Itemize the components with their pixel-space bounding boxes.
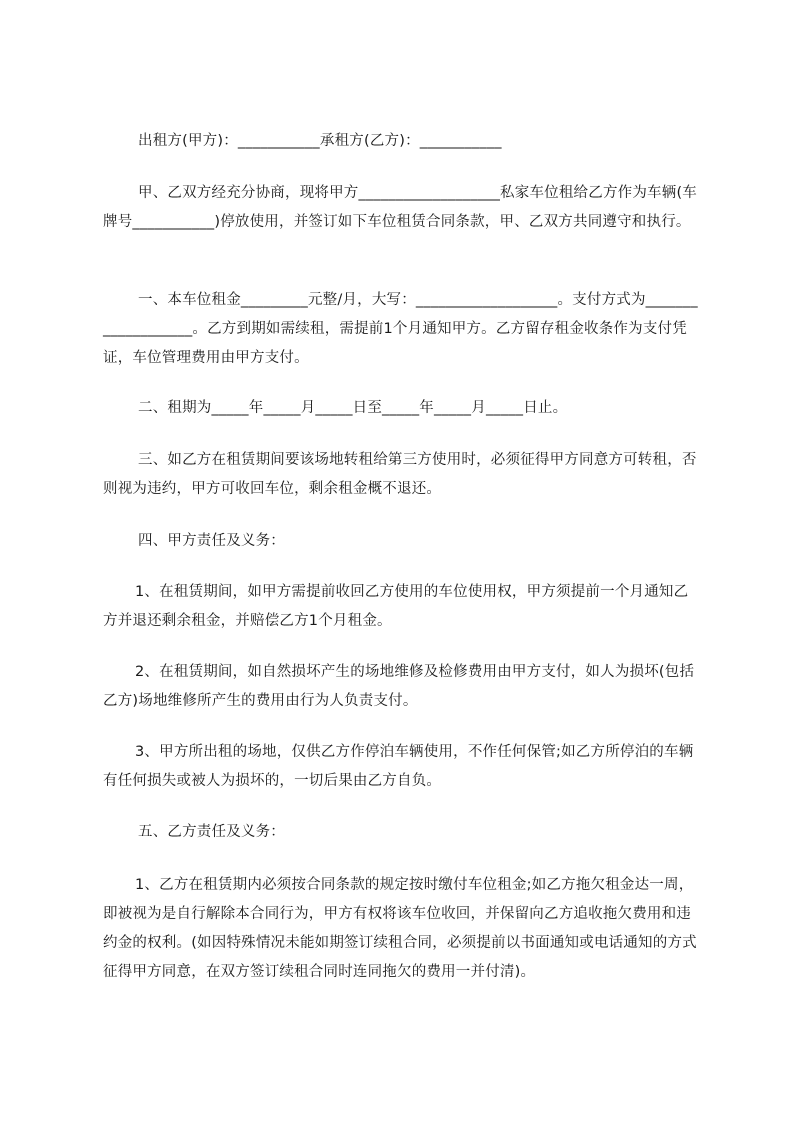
section-4-heading: 四、甲方责任及义务： (138, 533, 285, 549)
section-5-heading: 五、乙方责任及义务： (138, 824, 285, 840)
clause-5-1: 1、乙方在租赁期内必须按合同条款的规定按时缴付车位租金;如乙方拖欠租金达一周，即被视为是自行解除本合同行为，甲方有权将该车位收回，并保留向乙方追收拖欠费用和违约金的权利。(如因特殊情况未能如期签订续租合同，必须提前以书面通知或电话通知的方式征得甲方同意，在双方签订续租合同时连同拖欠的费用一并付清)。 (103, 877, 697, 980)
clause-4-1: 1、在租赁期间，如甲方需提前收回乙方使用的车位使用权，甲方须提前一个月通知乙方并退还剩余租金，并赔偿乙方1个月租金。 (103, 584, 689, 629)
preamble-paragraph: 甲、乙双方经充分协商，现将甲方___________________私家车位租给乙方作为车辆(车牌号___________)停放使用，并签订如下车位租赁合同条款，甲、乙双方共同遵守和执行。 (103, 185, 698, 230)
clause-4-2: 2、在租赁期间，如自然损坏产生的场地维修及检修费用由甲方支付，如人为损坏(包括乙方)场地维修所产生的费用由行为人负责支付。 (103, 664, 695, 709)
clause-3-sublease: 三、如乙方在租赁期间要该场地转租给第三方使用时，必须征得甲方同意方可转租，否则视为违约，甲方可收回车位，剩余租金概不退还。 (103, 452, 697, 497)
clause-4-3: 3、甲方所出租的场地，仅供乙方作停泊车辆使用，不作任何保管;如乙方所停泊的车辆有任何损失或被人为损坏的，一切后果由乙方自负。 (103, 744, 694, 789)
clause-1-rent: 一、本车位租金_________元整/月，大写：___________________。支付方式为___________________。乙方到期如需续租，需提前1个月通知甲方。乙方留存租金收条作为支付凭证，车位管理费用由甲方支付。 (103, 292, 698, 366)
clause-2-term: 二、租期为_____年_____月_____日至_____年_____月_____日止。 (138, 400, 568, 416)
parties-line: 出租方(甲方)：___________承租方(乙方)：___________ (138, 133, 502, 149)
